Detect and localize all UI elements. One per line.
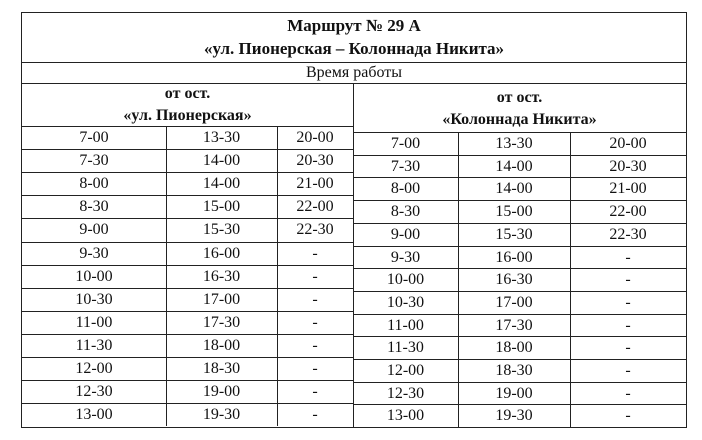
time-cell: 22-30 <box>609 225 647 243</box>
time-cell: 9-00 <box>79 221 109 239</box>
time-cell: 19-30 <box>495 407 533 425</box>
time-cell: 22-30 <box>296 221 334 239</box>
time-cell: 16-00 <box>495 248 533 266</box>
time-cell: - <box>312 244 318 262</box>
time-cell: 22-00 <box>296 198 334 216</box>
time-cell: - <box>312 360 318 377</box>
time-cell: 22-00 <box>609 203 647 221</box>
time-cell: 19-00 <box>495 384 533 402</box>
time-cell: 12-00 <box>75 360 113 377</box>
time-cell: 15-30 <box>202 221 241 239</box>
time-cell: - <box>625 293 631 311</box>
time-cell: 17-30 <box>202 313 241 331</box>
time-cell: 7-30 <box>79 152 109 170</box>
direction-right-line1: от ост. <box>496 89 543 106</box>
time-cell: - <box>312 290 318 308</box>
time-cell: 17-30 <box>495 316 533 334</box>
time-cell: 8-30 <box>390 203 421 221</box>
time-cell: - <box>312 267 318 285</box>
time-cell: 12-00 <box>386 362 425 379</box>
time-cell: 16-30 <box>202 267 241 285</box>
time-cell: 8-00 <box>79 175 109 193</box>
time-cell: 20-00 <box>296 129 334 146</box>
time-cell: 14-00 <box>202 175 241 193</box>
time-cell: - <box>625 271 631 289</box>
time-cell: 13-30 <box>495 135 533 152</box>
time-cell: 12-30 <box>75 383 113 401</box>
time-cell: 14-00 <box>495 157 533 175</box>
route-name: «ул. Пионерская – Колоннада Никита» <box>203 39 505 58</box>
time-cell: 17-00 <box>202 290 241 308</box>
time-cell: 15-00 <box>202 198 241 216</box>
time-cell: 19-30 <box>202 406 241 424</box>
time-cell: - <box>625 248 631 266</box>
time-cell: 10-00 <box>75 267 113 285</box>
time-cell: 12-30 <box>386 384 425 402</box>
time-cell: 20-00 <box>609 135 647 152</box>
direction-divider <box>353 83 354 131</box>
time-cell: 18-00 <box>202 336 241 354</box>
time-cell: - <box>312 313 318 331</box>
time-cell: 9-00 <box>390 225 421 243</box>
time-cell: 16-00 <box>202 244 241 262</box>
time-cell: 15-00 <box>495 203 533 221</box>
time-cell: 14-00 <box>495 180 533 198</box>
time-cell: 7-00 <box>79 129 109 146</box>
time-cell: 11-00 <box>387 316 424 334</box>
time-cell: 21-00 <box>296 175 334 193</box>
time-cell: - <box>625 316 631 334</box>
route-number: Маршрут № 29 А <box>287 16 421 35</box>
time-cell: 13-30 <box>202 129 241 146</box>
direction-right-line2: «Колоннада Никита» <box>442 111 597 128</box>
time-cell: - <box>312 336 318 354</box>
time-cell: - <box>625 339 631 357</box>
time-cell: 7-00 <box>390 135 421 152</box>
time-cell: 10-00 <box>386 271 425 289</box>
time-cell: 20-30 <box>296 152 334 170</box>
time-cell: 7-30 <box>390 157 421 175</box>
time-cell: - <box>312 383 318 401</box>
time-cell: 11-30 <box>75 336 113 354</box>
schedule-document <box>21 12 687 428</box>
time-cell: 21-00 <box>609 180 647 198</box>
time-cell: 11-00 <box>75 313 113 331</box>
working-time-divider <box>22 83 686 84</box>
time-cell: - <box>625 384 631 402</box>
time-cell: 9-30 <box>390 248 421 266</box>
time-cell: 15-30 <box>495 225 533 243</box>
time-cell: - <box>625 407 631 425</box>
time-cell: 10-30 <box>386 293 425 311</box>
time-cell: 16-30 <box>495 271 533 289</box>
time-cell: 8-30 <box>79 198 109 216</box>
direction-left-line2: «ул. Пионерская» <box>123 107 252 124</box>
time-cell: 18-00 <box>495 339 533 357</box>
direction-left-line1: от ост. <box>164 85 211 102</box>
time-cell: - <box>625 362 631 379</box>
time-cell: - <box>312 406 318 424</box>
time-cell: 10-30 <box>75 290 113 308</box>
working-time-label: Время работы <box>305 64 403 81</box>
time-cell: 9-30 <box>79 244 109 262</box>
time-cell: 17-00 <box>495 293 533 311</box>
time-cell: 11-30 <box>387 339 424 357</box>
time-cell: 20-30 <box>609 157 647 175</box>
header-divider <box>22 62 686 63</box>
time-cell: 14-00 <box>202 152 241 170</box>
time-cell: 18-30 <box>202 360 241 377</box>
time-cell: 19-00 <box>202 383 241 401</box>
time-cell: 18-30 <box>495 362 533 379</box>
time-cell: 13-00 <box>75 406 113 424</box>
time-cell: 13-00 <box>386 407 425 425</box>
time-cell: 8-00 <box>390 180 421 198</box>
